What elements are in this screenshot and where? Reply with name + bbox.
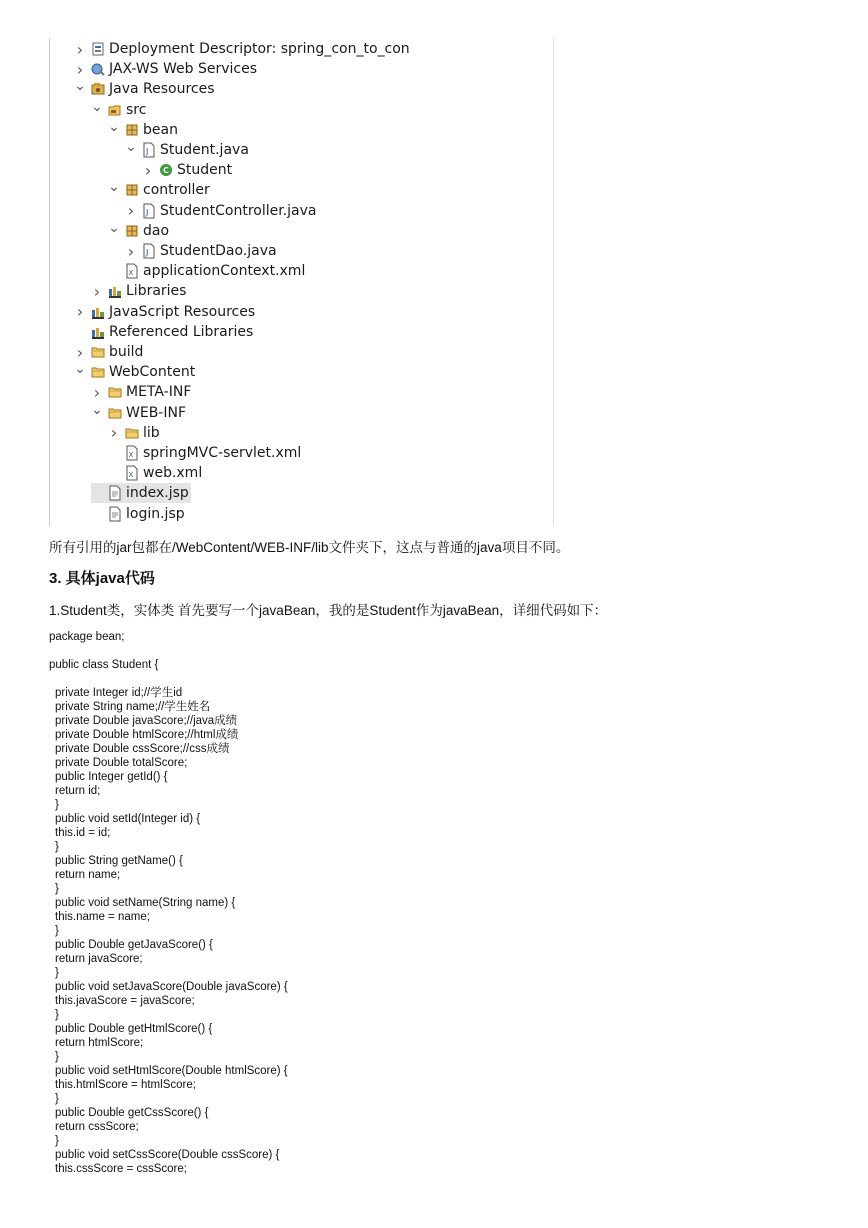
code-line: } xyxy=(55,1009,59,1021)
tree-item-label: springMVC-servlet.xml xyxy=(143,445,302,461)
code-line: public Integer getId() { xyxy=(55,771,168,783)
code-line: public void setJavaScore(Double javaScore) { xyxy=(55,981,288,993)
tree-item-label: Student.java xyxy=(160,142,249,158)
xml-file-icon xyxy=(125,465,139,481)
code-line: public class Student { xyxy=(49,659,159,671)
code-line: public String getName() { xyxy=(55,855,183,867)
tree-item-label: StudentDao.java xyxy=(160,243,277,259)
folder-icon xyxy=(125,425,139,441)
tree-item[interactable] xyxy=(74,322,255,342)
deployment-descriptor-icon xyxy=(91,41,105,57)
code-line: this.javaScore = javaScore; xyxy=(55,995,195,1007)
code-line: } xyxy=(55,1051,59,1063)
tree-item[interactable] xyxy=(108,463,204,483)
folder-icon xyxy=(91,364,105,380)
tree-item-label: Student xyxy=(177,162,233,179)
code-line: this.name = name; xyxy=(55,911,150,923)
svg-text:X: X xyxy=(128,269,134,278)
package-icon xyxy=(125,122,139,138)
code-line: public void setCssScore(Double cssScore) { xyxy=(55,1149,280,1161)
chevron-down-icon[interactable]: ⌄ xyxy=(108,219,120,236)
tree-item-label: StudentController.java xyxy=(160,202,317,219)
code-line: return id; xyxy=(55,785,101,797)
chevron-right-icon[interactable]: › xyxy=(93,281,101,301)
code-line: this.id = id; xyxy=(55,827,111,839)
jsp-file-icon xyxy=(108,485,122,501)
tree-item-label: login.jsp xyxy=(126,505,185,522)
tree-item-label: controller xyxy=(143,182,210,199)
java-file-icon xyxy=(142,142,156,158)
tree-item[interactable] xyxy=(125,241,279,261)
svg-text:C: C xyxy=(163,166,169,176)
source-folder-icon xyxy=(108,102,122,118)
svg-text:X: X xyxy=(128,451,134,459)
svg-text:J: J xyxy=(146,147,149,156)
code-line: public void setId(Integer id) { xyxy=(55,813,201,825)
chevron-right-icon[interactable]: › xyxy=(127,201,135,221)
tree-item-label: build xyxy=(109,344,144,360)
tree-item[interactable] xyxy=(108,180,212,200)
chevron-down-icon[interactable]: ⌄ xyxy=(108,179,120,196)
chevron-right-icon[interactable]: › xyxy=(110,423,118,443)
java-file-icon xyxy=(142,203,156,219)
tree-item[interactable] xyxy=(74,302,257,322)
chevron-down-icon[interactable]: ⌄ xyxy=(91,401,103,418)
package-icon xyxy=(125,223,139,239)
xml-file-icon xyxy=(125,263,139,279)
tree-item-label: dao xyxy=(143,222,170,239)
code-line: private Double htmlScore;//html成绩 xyxy=(55,729,239,741)
tree-item-label: applicationContext.xml xyxy=(143,263,306,280)
tree-item[interactable] xyxy=(91,504,187,524)
tree-item-label: WEB-INF xyxy=(126,404,186,421)
tree-item-label: JAX-WS Web Services xyxy=(109,61,258,78)
code-line: } xyxy=(55,883,59,895)
section-heading: 3. 具体java代码 xyxy=(49,570,155,587)
tree-item[interactable] xyxy=(91,281,188,301)
code-line: private Double javaScore;//java成绩 xyxy=(55,715,238,727)
tree-item-label: JavaScript Resources xyxy=(109,303,256,320)
code-line: public Double getCssScore() { xyxy=(55,1107,209,1119)
code-line: } xyxy=(55,967,59,979)
code-line: } xyxy=(55,1135,59,1147)
code-line: return javaScore; xyxy=(55,953,143,965)
tree-item-label: web.xml xyxy=(143,465,203,482)
code-line: package bean; xyxy=(49,631,125,643)
tree-item-label: lib xyxy=(143,424,160,441)
tree-item-label: src xyxy=(126,101,147,118)
tree-item[interactable] xyxy=(74,362,197,382)
chevron-down-icon[interactable]: ⌄ xyxy=(74,361,86,378)
tree-item[interactable] xyxy=(125,140,251,160)
chevron-right-icon[interactable]: › xyxy=(76,39,84,59)
code-line: this.htmlScore = htmlScore; xyxy=(55,1079,196,1091)
chevron-down-icon[interactable]: ⌄ xyxy=(74,78,86,95)
tree-item-label: META-INF xyxy=(126,384,192,401)
code-line: } xyxy=(55,1093,59,1105)
tree-item[interactable] xyxy=(91,403,188,423)
chevron-right-icon[interactable]: › xyxy=(76,59,84,79)
svg-text:X: X xyxy=(128,471,134,480)
tree-item[interactable] xyxy=(108,120,180,140)
chevron-down-icon[interactable]: ⌄ xyxy=(125,139,137,155)
code-line: private Integer id;//学生id xyxy=(55,687,183,699)
code-line: public void setHtmlScore(Double htmlScore) { xyxy=(55,1065,288,1077)
java-resources-icon xyxy=(91,81,105,97)
code-line: private Double totalScore; xyxy=(55,757,188,769)
tree-item[interactable] xyxy=(125,201,318,221)
library-icon xyxy=(91,324,105,340)
library-icon xyxy=(108,283,122,299)
folder-icon xyxy=(108,405,122,421)
chevron-right-icon[interactable]: › xyxy=(93,382,101,402)
tree-item-label: Deployment Descriptor: spring_con_to_con xyxy=(109,41,410,57)
tree-item[interactable] xyxy=(108,261,307,281)
tree-item[interactable] xyxy=(91,382,193,402)
class-icon xyxy=(159,162,173,178)
tree-item-label: Libraries xyxy=(126,283,187,300)
xml-file-icon xyxy=(125,445,139,461)
code-line: } xyxy=(55,925,59,937)
library-icon xyxy=(91,304,105,320)
java-file-icon xyxy=(142,243,156,259)
tree-item[interactable] xyxy=(108,221,171,241)
chevron-right-icon[interactable]: › xyxy=(76,342,84,362)
code-line: private String name;//学生姓名 xyxy=(55,701,211,713)
code-line: return htmlScore; xyxy=(55,1037,144,1049)
tree-item[interactable] xyxy=(142,160,234,180)
tree-item-label: bean xyxy=(143,121,178,138)
code-line: public Double getHtmlScore() { xyxy=(55,1023,213,1035)
tree-item-label: Referenced Libraries xyxy=(109,323,254,340)
code-line: return cssScore; xyxy=(55,1121,139,1133)
tree-item-label: WebContent xyxy=(109,364,196,381)
folder-icon xyxy=(91,344,105,360)
tree-item[interactable] xyxy=(74,59,259,79)
code-line: } xyxy=(55,841,59,853)
chevron-down-icon[interactable]: ⌄ xyxy=(108,118,120,135)
code-line: public Double getJavaScore() { xyxy=(55,939,213,951)
tree-item-label: Java Resources xyxy=(109,81,215,98)
code-line: return name; xyxy=(55,869,121,881)
code-line: public void setName(String name) { xyxy=(55,897,236,909)
web-services-icon xyxy=(91,61,105,77)
code-line: this.cssScore = cssScore; xyxy=(55,1163,187,1175)
tree-item[interactable] xyxy=(91,483,191,503)
caption-text: 所有引用的jar包都在/WebContent/WEB-INF/lib文件夹下，这点与普通的java项目不同。 xyxy=(49,540,570,555)
tree-item[interactable] xyxy=(74,39,412,59)
svg-text:J: J xyxy=(146,207,149,217)
tree-item-label: index.jsp xyxy=(126,485,189,502)
project-explorer-tree xyxy=(49,38,554,526)
package-icon xyxy=(125,182,139,198)
code-line: } xyxy=(55,799,59,811)
jsp-file-icon xyxy=(108,506,122,522)
chevron-down-icon[interactable]: ⌄ xyxy=(91,98,103,115)
chevron-right-icon[interactable]: › xyxy=(127,241,135,261)
chevron-right-icon[interactable]: › xyxy=(144,160,152,180)
intro-text: 1.Student类，实体类 首先要写一个javaBean，我的是Student作为javaBean，详细代码如下： xyxy=(49,603,608,618)
tree-item[interactable] xyxy=(108,443,303,463)
folder-icon xyxy=(108,384,122,400)
code-line: private Double cssScore;//css成绩 xyxy=(55,743,230,755)
chevron-right-icon[interactable]: › xyxy=(76,302,84,322)
tree-item[interactable] xyxy=(108,423,162,443)
svg-text:J: J xyxy=(146,248,149,257)
